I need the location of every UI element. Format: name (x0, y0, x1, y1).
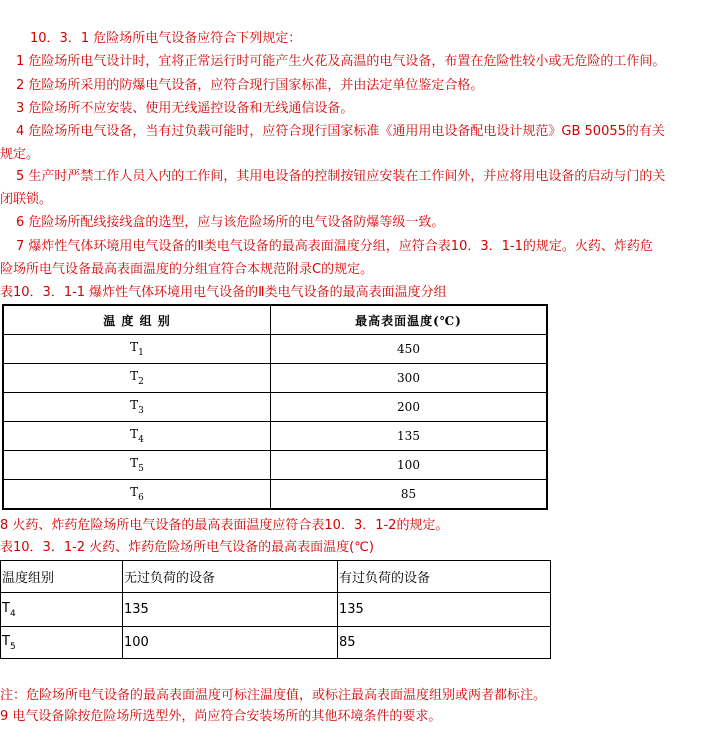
overload-cell: 135 (338, 593, 551, 627)
table-header-row (3, 305, 547, 335)
table-row (1, 593, 551, 627)
group-cell: $T_4$ (3, 422, 271, 451)
table-row (3, 335, 547, 364)
clause-5-line2: 闭联锁。 (0, 192, 53, 207)
clause-7-line1: 7 爆炸性气体环境用电气设备的Ⅱ类电气设备的最高表面温度分组，应符合表10．3．1-1的规定。火药、炸药危 (16, 239, 653, 254)
clause-1: 1 危险场所电气设计时，宜将正常运行时可能产生火花及高温的电气设备，布置在危险性较小或无危险的工作间。 (16, 54, 666, 69)
group-cell: $T_5$ (3, 451, 271, 480)
table2-caption: 表10．3．1-2 火药、炸药危险场所电气设备的最高表面温度(℃) (0, 540, 374, 555)
clause-9: 9 电气设备除按危险场所选型外，尚应符合安装场所的其他环境条件的要求。 (0, 709, 442, 724)
group-cell: $T_6$ (3, 480, 271, 510)
table-row (3, 393, 547, 422)
note: 注：危险场所电气设备的最高表面温度可标注温度值，或标注最高表面温度组别或两者都标注。 (0, 688, 547, 703)
table-header-row (1, 561, 551, 593)
temperature-group-table (2, 304, 548, 510)
table1-caption: 表10．3．1-1 爆炸性气体环境用电气设备的Ⅱ类电气设备的最高表面温度分组 (0, 285, 447, 300)
clause-4-line2: 规定。 (0, 147, 40, 162)
temp-cell: 135 (271, 422, 548, 451)
explosive-temperature-table (0, 560, 551, 659)
table-header-cell: 温度组别 (1, 561, 123, 593)
temp-cell: 200 (271, 393, 548, 422)
clause-8: 8 火药、炸药危险场所电气设备的最高表面温度应符合表10．3．1-2的规定。 (0, 518, 449, 533)
table-header-cell: 温 度 组 别 (3, 305, 271, 335)
table-row (3, 422, 547, 451)
clause-2: 2 危险场所采用的防爆电气设备，应符合现行国家标准，并由法定单位鉴定合格。 (16, 78, 484, 93)
table-header-cell: 有过负荷的设备 (338, 561, 551, 593)
clause-4-line1: 4 危险场所电气设备，当有过负载可能时，应符合现行国家标准《通用用电设备配电设计规范》GB 50055的有关 (16, 124, 665, 139)
group-cell: $T_1$ (3, 335, 271, 364)
clause-6: 6 危险场所配线接线盒的选型，应与该危险场所的电气设备防爆等级一致。 (16, 215, 445, 230)
temp-cell: 85 (271, 480, 548, 510)
table-header-cell: 无过负荷的设备 (123, 561, 338, 593)
group-cell: $T_3$ (3, 393, 271, 422)
clause-3: 3 危险场所不应安装、使用无线遥控设备和无线通信设备。 (16, 101, 354, 116)
group-cell: $T_2$ (3, 364, 271, 393)
table-row (1, 627, 551, 659)
no-overload-cell: 135 (123, 593, 338, 627)
table-header-cell: 最高表面温度(℃) (271, 305, 548, 335)
clause-7-line2: 险场所电气设备最高表面温度的分组宜符合本规范附录C的规定。 (0, 262, 374, 277)
section-heading: 10．3．1 危险场所电气设备应符合下列规定： (30, 31, 302, 46)
temp-cell: 300 (271, 364, 548, 393)
table-row (3, 451, 547, 480)
clause-5-line1: 5 生产时严禁工作人员入内的工作间，其用电设备的控制按钮应安装在工作间外，并应将用电设备的启动与门的关 (16, 169, 666, 184)
table-row (3, 480, 547, 510)
group-cell: $T_5$ (1, 627, 123, 659)
table-row (3, 364, 547, 393)
temp-cell: 100 (271, 451, 548, 480)
group-cell: $T_4$ (1, 593, 123, 627)
no-overload-cell: 100 (123, 627, 338, 659)
overload-cell: 85 (338, 627, 551, 659)
temp-cell: 450 (271, 335, 548, 364)
